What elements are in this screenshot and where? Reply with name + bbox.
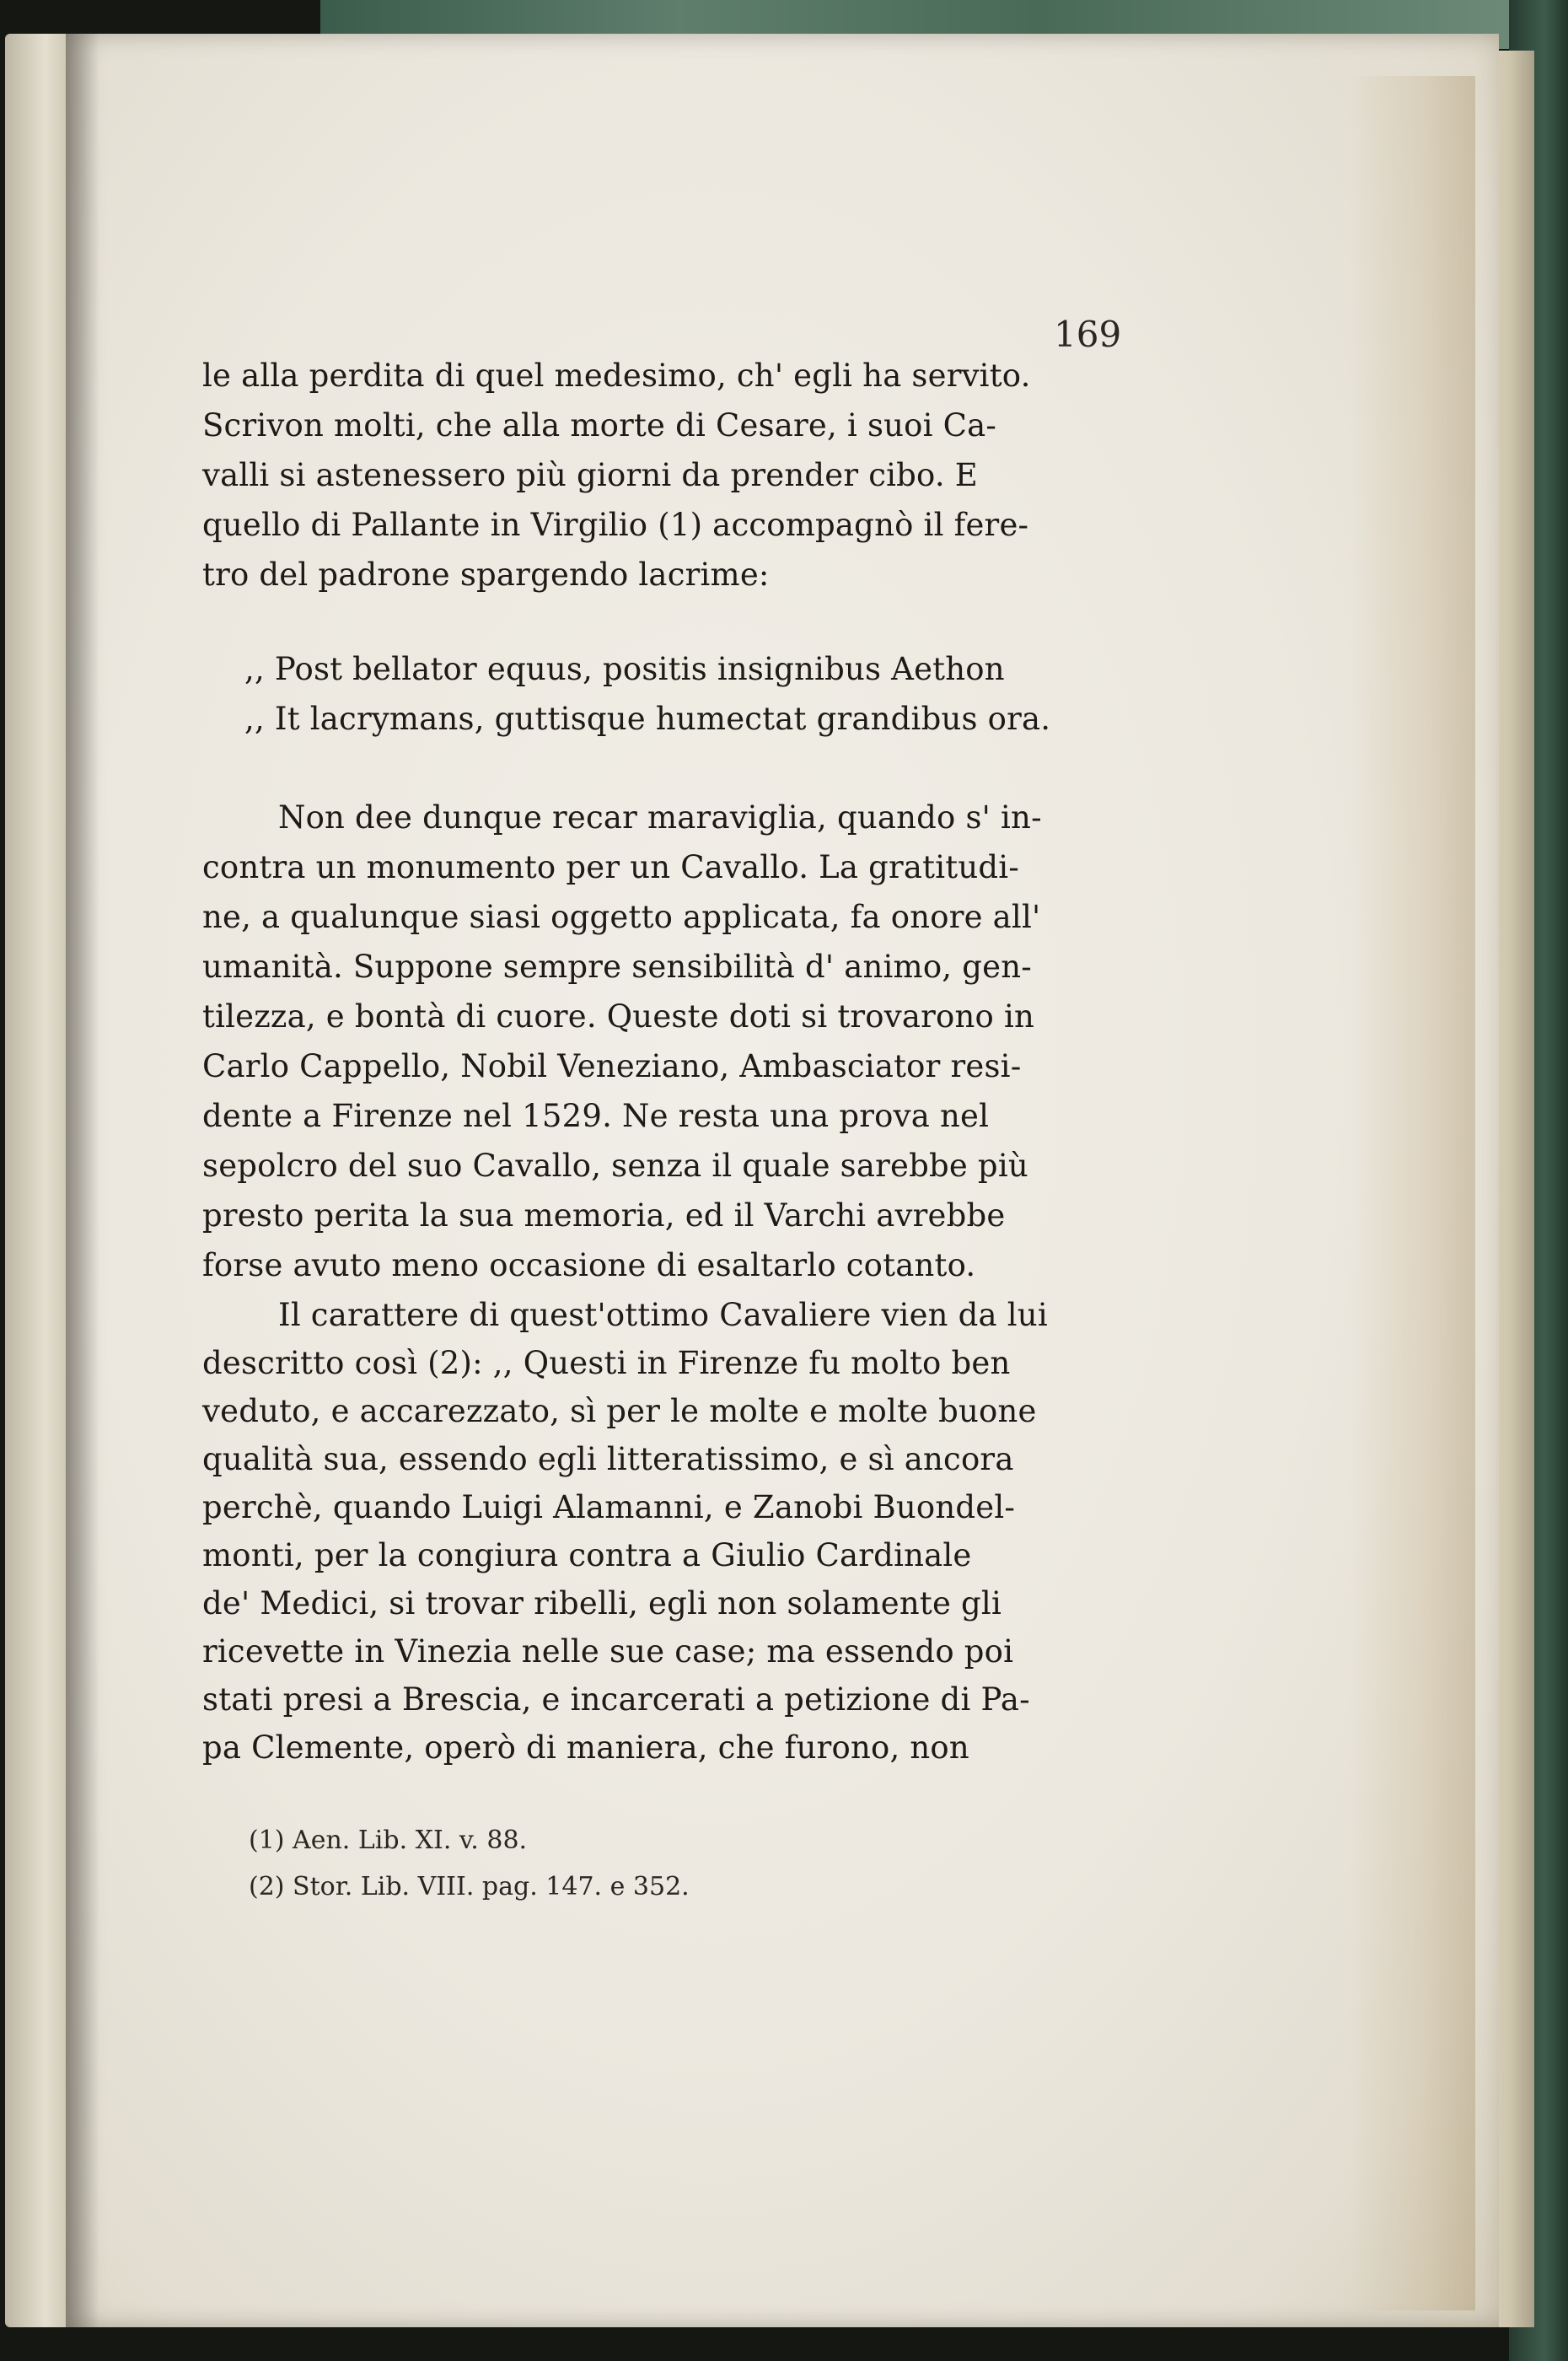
text-line: pa Clemente, operò di maniera, che furono, non [202,1729,969,1766]
text-line: tro del padrone spargendo lacrime: [202,557,770,593]
text-line: contra un monumento per un Cavallo. La gratitudi- [202,849,1019,885]
text-line: descritto così (2): ,, Questi in Firenze fu molto ben [202,1345,1011,1381]
text-line: ricevette in Vinezia nelle sue case; ma essendo poi [202,1633,1014,1670]
text-line: monti, per la congiura contra a Giulio Cardinale [202,1537,972,1573]
text-line: qualità sua, essendo egli litteratissimo, e sì ancora [202,1441,1014,1477]
footnote: (1) Aen. Lib. XI. v. 88. [249,1826,528,1855]
text-line: veduto, e accarezzato, sì per le molte e molte buone [202,1393,1037,1429]
page-number: 169 [1054,314,1122,355]
text-line: stati presi a Brescia, e incarcerati a petizione di Pa- [202,1681,1030,1718]
text-line: sepolcro del suo Cavallo, senza il quale sarebbe più [202,1148,1028,1184]
text-line: Il carattere di quest'ottimo Cavaliere vien da lui [278,1297,1048,1333]
text-line: presto perita la sua memoria, ed il Varchi avrebbe [202,1197,1006,1234]
text-line: Non dee dunque recar maraviglia, quando s' in- [278,799,1042,836]
latin-quote-line: ,, Post bellator equus, positis insignibus Aethon [244,651,1005,687]
text-line: quello di Pallante in Virgilio (1) accompagnò il fere- [202,507,1029,543]
text-line: perchè, quando Luigi Alamanni, e Zanobi Buondel- [202,1489,1016,1525]
latin-quote-line: ,, It lacrymans, guttisque humectat grandibus ora. [244,701,1051,737]
text-line: valli si astenessero più giorni da prender cibo. E [202,457,978,493]
text-line: tilezza, e bontà di cuore. Queste doti si trovarono in [202,998,1035,1035]
footnote: (2) Stor. Lib. VIII. pag. 147. e 352. [249,1872,690,1901]
text-line: forse avuto meno occasione di esaltarlo cotanto. [202,1247,976,1283]
page-foxing-stain [1349,76,1475,2310]
text-line: ne, a qualunque siasi oggetto applicata, fa onore all' [202,899,1041,935]
facing-page-edge [5,34,72,2327]
text-line: umanità. Suppone sempre sensibilità d' animo, gen- [202,949,1032,985]
text-line: Scrivon molti, che alla morte di Cesare, i suoi Ca- [202,407,997,444]
gutter-shadow [66,34,99,2327]
text-line: de' Medici, si trovar ribelli, egli non solamente gli [202,1585,1001,1622]
text-line: Carlo Cappello, Nobil Veneziano, Ambasciator resi- [202,1048,1022,1084]
text-line: dente a Firenze nel 1529. Ne resta una prova nel [202,1098,990,1134]
text-line: le alla perdita di quel medesimo, ch' egli ha servito. [202,358,1031,394]
